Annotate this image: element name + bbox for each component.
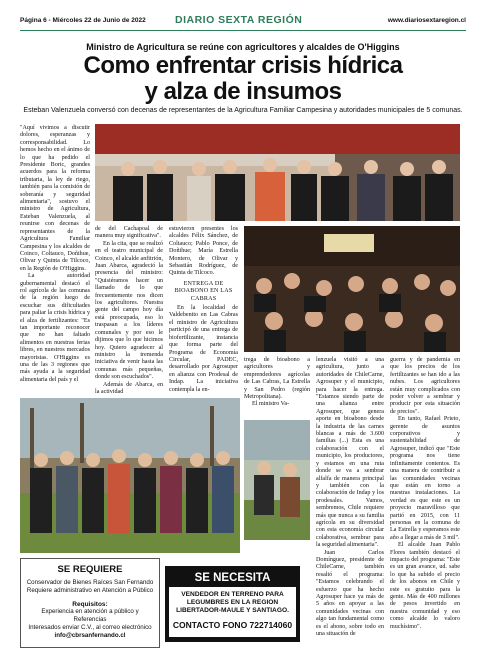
header-rule: [20, 30, 466, 31]
ad-contact: CONTACTO FONO 722714060: [172, 619, 293, 630]
article-column-5: [316, 357, 384, 638]
article-column-6: [390, 357, 460, 631]
newspaper-url[interactable]: www.diariosextaregion.cl: [387, 17, 466, 24]
ad-email[interactable]: info@cbrsanfernando.cl: [54, 632, 126, 639]
page-header: [20, 15, 466, 27]
newspaper-brand: DIARIO SEXTA REGIÓN: [175, 14, 303, 26]
paragraph: Además de Abarca, en la actividad: [95, 381, 163, 395]
photo-group-ministers: [95, 124, 460, 221]
ad-requirements-label: Requisitos:: [72, 601, 108, 608]
paragraph: guerra y de pandemia en que los precios de los fertilizantes se han ido a las nubes. Los agricultores están muy complicados con poder volver a sembrar y producir por esta situación de precios".: [390, 357, 460, 415]
article-deck: Esteban Valenzuela conversó con decenas de representantes de la Agricultura Familiar Campesina y autoridades municipales de 5 comunas.: [23, 107, 463, 114]
headline-line-1: Como enfrentar crisis hídrica: [83, 52, 403, 79]
paragraph: El ministro Va-: [252, 401, 290, 408]
ad-title: SE NECESITA: [194, 572, 271, 584]
article-column-1: [20, 125, 90, 384]
paragraph: de del Cachapoal de manera muy significativa".: [95, 226, 163, 240]
paragraph: "Aquí vivimos a discutir dolores, esperanzas y corresponsabilidad. Lo hemos hecho en el ánimo de lo que ha pedido el Presidente Boric, grandes acuerdos para la reforma tributaria, la ley de riego, también para la comisión de soberanía y seguridad alimentaria", sostuvo el ministro de Agricultura, Esteban Valenzuela, al reunirse con decenas de representantes de la Agricultura Familiar Campesina y los alcaldes de Coinco, Coltauco, Doñihue, Olivar y Quinta de Tilcoco, en la Región de O'Higgins.: [20, 125, 90, 272]
ad-title: SE REQUIERE: [57, 564, 123, 575]
paragraph: La autoridad gubernamental destacó el rol agrícola de las comunas de la región luego de escuchar sus dificultades para paliar la crisis hídrica y el alza de fertilizantes: "Es tan importante reconocer que no han faltado alimentos en nuestras ferias libres, en nuestros mercados mayoristas. O'Higgins es una de las 3 regiones que más ayuda a la seguridad alimentaria del país y el: [20, 273, 90, 383]
section-subhead: ENTREGA DE BIOABONO EN LAS CABRAS: [174, 280, 233, 302]
article-column-3: [169, 226, 238, 394]
paragraph: El alcalde Juan Pablo Flores también destacó el impacto del programa: "Este es un gran avance, ud. sabe lo que ha subido el precio de los abonos en Chile y este es gratuito para la gente. Más de 400 millones de pesos invertido en nuestra comunidad y eso como alcalde lo valoro muchísimo".: [390, 542, 460, 630]
photo-meeting-theater: [244, 226, 460, 352]
ad-body: VENDEDOR EN TERRENO PARA LEGUMBRES EN LA REGION LIBERTADOR-MAULE Y SANTIAGO.: [176, 591, 289, 615]
ad-line: Conservador de Bienes Raíces San Fernando: [26, 579, 154, 586]
paragraph: En tanto, Rafael Prieto, gerente de asuntos corporativos y sustentabilidad de Agrosuper, indicó que "Este programa nos tiene infinitamente contentos. Es una manera de contribuir a las comunidades vecinas que están en torno a nuestras instalaciones. La verdad es que este es un proyecto maravilloso que partió en 2015, con 11 personas en la comuna de La Estrella y esperamos este año a llegar a más de 3 mil".: [390, 416, 460, 541]
paragraph: estuvieron presentes los alcaldes Félix Sánchez, de Coltauco; Pablo Ponce, de Doñihue; María Estrella Montero, de Olivar y Sebastián Rodríguez, de Quinta de Tilcoco.: [169, 226, 238, 277]
ad-line: Requiere administrativo en Atención a Público: [26, 587, 154, 594]
headline-line-2: y alza de insumos: [144, 78, 342, 105]
paragraph: En la cita, que se realizó en el teatro municipal de Coinco, el alcalde anfitrión, Juan Abarca, agradeció la presencia del ministro: "Quisiéramos hacer un llamado de lo que frecuentemente nos dicen los agricultores. Nuestra gente del campo hoy día está preocupada, eso lo traspasan a los líderes comunales y por eso le dijimos que lo que hicimos hoy. Quiero agradecer al ministro la tremenda iniciativa de venir hasta las comunas más pequeñas, donde son escuchados".: [95, 240, 163, 381]
page-date: Página 6 - Miércoles 22 de Junio de 2022: [20, 17, 146, 24]
paragraph: lenzuela visitó a una agricultura, junto a autoridades de ChileCarne, Agrosuper y el municipio, para hacer la entrega. "Estamos siendo parte de una alianza entre Agrosuper, que genera aporte en bioabono desde la industria de las carnes blancas a más de 3.600 familias (...) Esta es una colaboración con el municipio, los productores, y estamos en una ruta donde se va a sembrar alfalfa de manera principal y también con la colaboración de Indap y los prodesales. Vamos, sembremos, Chile requiere más que nunca a su familia agrícola en su diversidad con esta economía circular colaborativa, sembrar para la seguridad alimentaria".: [316, 357, 384, 549]
ad-body-box: [169, 587, 296, 637]
paragraph: En la localidad de Valdebenito en Las Cabras el ministro de Agricultura participó de una entrega de biofertilizante, instancia que forma parte del Programa de Economía Circular, PADEC, desarrollado por Agrosuper en alianza con Prodesal de Indap. La iniciativa contempla la en-: [169, 305, 238, 393]
article-headline: [20, 53, 466, 105]
ad-line: Interesados enviar C.V., al correo electrónico: [28, 624, 152, 631]
ad-line: Experiencia en atención a público y Referencias: [41, 608, 139, 623]
photo-bioabono-delivery: [244, 420, 310, 540]
classified-ad-se-requiere: [20, 558, 160, 648]
article-kicker: Ministro de Agricultura se reúne con agricultores y alcaldes de O'Higgins: [86, 42, 400, 52]
paragraph: trega de bioabono a agricultores y emprendedores agrícolas de Las Cabras, La Estrella y San Pedro (región Metropolitana).: [244, 357, 310, 401]
classified-ad-se-necesita: [165, 566, 300, 642]
article-column-4: [244, 357, 310, 409]
article-column-2: [95, 226, 163, 396]
paragraph: Juan Carlos Domínguez, presidente de ChileCarne, también resaltó el programa: "Estamos celebrando el esfuerzo que ha hecho Agrosuper hace ya más de 5 años en apoyar a las comunidades vecinas con algo tan fundamental como es el abono, sobre todo en una situación de: [316, 549, 384, 638]
photo-group-bioabono: [20, 398, 240, 553]
